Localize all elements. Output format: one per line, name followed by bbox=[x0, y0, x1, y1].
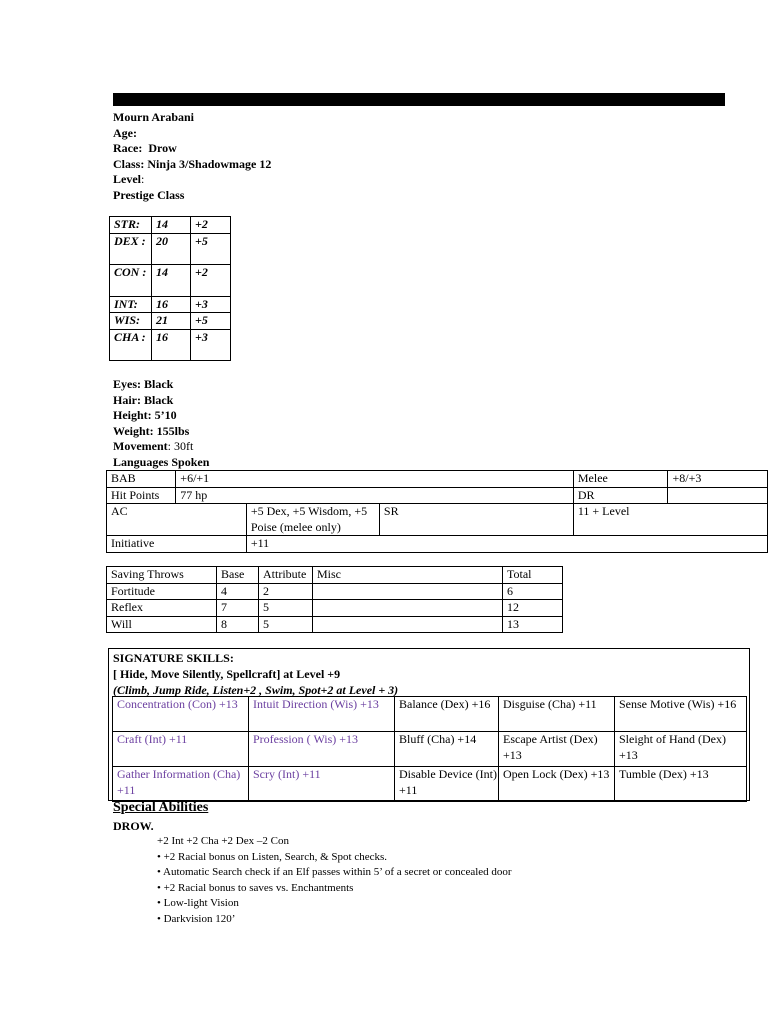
ability-score: 16 bbox=[152, 296, 191, 313]
special-abilities-heading: Special Abilities bbox=[113, 800, 209, 815]
ability-modifier: +3 bbox=[191, 329, 231, 360]
sr-value: 11 + Level bbox=[573, 504, 767, 536]
melee-label: Melee bbox=[573, 471, 668, 488]
list-item: • +2 Racial bonus to saves vs. Enchantments bbox=[157, 881, 354, 894]
column-header: Attribute bbox=[259, 567, 313, 584]
save-total: 13 bbox=[503, 616, 563, 633]
list-item: • Low-light Vision bbox=[157, 897, 239, 909]
ability-modifier: +2 bbox=[191, 264, 231, 296]
drow-heading: DROW. bbox=[113, 819, 154, 833]
ability-row bbox=[110, 313, 231, 330]
ac-label: AC bbox=[107, 504, 247, 536]
class-line: Class: Ninja 3/Shadowmage 12 bbox=[113, 157, 272, 171]
skills-row bbox=[113, 732, 747, 767]
weight-line: Weight: 155lbs bbox=[113, 423, 190, 438]
header-bar bbox=[113, 93, 725, 106]
skill-link[interactable]: Intuit Direction (Wis) +13 bbox=[249, 697, 395, 732]
ability-row bbox=[110, 233, 231, 264]
sr-label: SR bbox=[379, 504, 573, 536]
saves-header-row bbox=[107, 567, 563, 584]
initiative-label: Initiative bbox=[107, 536, 247, 553]
signature-skills-secondary: (Climb, Jump Ride, Listen+2 , Swim, Spot+2 at Level + 3) bbox=[113, 683, 399, 697]
ac-value: +5 Dex, +5 Wisdom, +5 Poise (melee only) bbox=[246, 504, 379, 536]
character-details bbox=[113, 377, 209, 470]
save-attribute: 5 bbox=[259, 600, 313, 617]
dr-value bbox=[668, 487, 768, 504]
ability-name: CON : bbox=[110, 264, 152, 296]
ability-name: INT: bbox=[110, 296, 152, 313]
skill-link[interactable]: Craft (Int) +11 bbox=[113, 732, 249, 767]
ability-name: STR: bbox=[110, 217, 152, 234]
ability-score: 14 bbox=[152, 217, 191, 234]
save-row bbox=[107, 616, 563, 633]
signature-skills-primary: [ Hide, Move Silently, Spellcraft] at Level +9 bbox=[113, 667, 341, 681]
skill-link[interactable]: Concentration (Con) +13 bbox=[113, 697, 249, 732]
ability-name: CHA : bbox=[110, 329, 152, 360]
ability-score: 16 bbox=[152, 329, 191, 360]
save-name: Reflex bbox=[107, 600, 217, 617]
column-header: Saving Throws bbox=[107, 567, 217, 584]
level-line: Level: bbox=[113, 172, 145, 186]
prestige-class-line: Prestige Class bbox=[113, 188, 185, 202]
signature-skills-box bbox=[108, 648, 750, 801]
ability-name: WIS: bbox=[110, 313, 152, 330]
drow-traits-list bbox=[157, 834, 512, 927]
save-attribute: 2 bbox=[259, 583, 313, 600]
save-base: 7 bbox=[217, 600, 259, 617]
save-row bbox=[107, 583, 563, 600]
save-name: Will bbox=[107, 616, 217, 633]
languages-line: Languages Spoken bbox=[113, 454, 210, 469]
ability-row bbox=[110, 264, 231, 296]
save-misc bbox=[313, 616, 503, 633]
skill-cell: Tumble (Dex) +13 bbox=[615, 767, 747, 802]
save-name: Fortitude bbox=[107, 583, 217, 600]
skill-cell: Sleight of Hand (Dex) +13 bbox=[615, 732, 747, 767]
column-header: Base bbox=[217, 567, 259, 584]
ability-modifier: +2 bbox=[191, 217, 231, 234]
save-attribute: 5 bbox=[259, 616, 313, 633]
ability-score: 14 bbox=[152, 264, 191, 296]
saving-throws-table bbox=[106, 566, 563, 633]
column-header: Misc bbox=[313, 567, 503, 584]
skill-cell: Sense Motive (Wis) +16 bbox=[615, 697, 747, 732]
skill-cell: Open Lock (Dex) +13 bbox=[499, 767, 615, 802]
ability-modifier: +5 bbox=[191, 233, 231, 264]
height-line: Height: 5’10 bbox=[113, 408, 177, 422]
skill-cell: Bluff (Cha) +14 bbox=[395, 732, 499, 767]
combat-row bbox=[107, 471, 768, 488]
eyes-line: Eyes: Black bbox=[113, 377, 174, 391]
age-line: Age: bbox=[113, 126, 137, 140]
ability-modifier: +3 bbox=[191, 296, 231, 313]
combat-row bbox=[107, 536, 768, 553]
hair-line: Hair: Black bbox=[113, 392, 174, 407]
skill-cell: Escape Artist (Dex) +13 bbox=[499, 732, 615, 767]
bab-label: BAB bbox=[107, 471, 176, 488]
skills-table bbox=[112, 696, 747, 802]
ability-score: 21 bbox=[152, 313, 191, 330]
skill-cell: Disable Device (Int) +11 bbox=[395, 767, 499, 802]
hit-points-value: 77 hp bbox=[176, 487, 574, 504]
ability-row bbox=[110, 329, 231, 360]
save-misc bbox=[313, 583, 503, 600]
initiative-value: +11 bbox=[246, 536, 767, 553]
bab-value: +6/+1 bbox=[176, 471, 574, 488]
character-name: Mourn Arabani bbox=[113, 110, 195, 124]
melee-value: +8/+3 bbox=[668, 471, 768, 488]
ability-scores-table bbox=[109, 216, 231, 361]
ability-score: 20 bbox=[152, 233, 191, 264]
combat-table bbox=[106, 470, 768, 553]
list-item: +2 Int +2 Cha +2 Dex –2 Con bbox=[157, 835, 289, 847]
skill-cell: Disguise (Cha) +11 bbox=[499, 697, 615, 732]
combat-row bbox=[107, 504, 768, 536]
signature-skills-title: SIGNATURE SKILLS: bbox=[113, 651, 234, 665]
ability-modifier: +5 bbox=[191, 313, 231, 330]
race-line: Race: Drow bbox=[113, 141, 177, 155]
ability-row bbox=[110, 296, 231, 313]
hit-points-label: Hit Points bbox=[107, 487, 176, 504]
column-header: Total bbox=[503, 567, 563, 584]
ability-row bbox=[110, 217, 231, 234]
signature-skills-header bbox=[113, 650, 398, 698]
skill-link[interactable]: Profession ( Wis) +13 bbox=[249, 732, 395, 767]
save-misc bbox=[313, 600, 503, 617]
skill-cell: Balance (Dex) +16 bbox=[395, 697, 499, 732]
save-base: 4 bbox=[217, 583, 259, 600]
list-item: • Darkvision 120’ bbox=[157, 912, 236, 925]
combat-row bbox=[107, 487, 768, 504]
skill-link[interactable]: Gather Information (Cha) +11 bbox=[113, 767, 249, 802]
skills-row bbox=[113, 767, 747, 802]
save-row bbox=[107, 600, 563, 617]
save-base: 8 bbox=[217, 616, 259, 633]
list-item: • Automatic Search check if an Elf passes within 5’ of a secret or concealed door bbox=[157, 866, 512, 878]
save-total: 12 bbox=[503, 600, 563, 617]
movement-line: Movement: 30ft bbox=[113, 439, 194, 453]
ability-name: DEX : bbox=[110, 233, 152, 264]
save-total: 6 bbox=[503, 583, 563, 600]
dr-label: DR bbox=[573, 487, 668, 504]
list-item: • +2 Racial bonus on Listen, Search, & Spot checks. bbox=[157, 850, 388, 863]
skills-row bbox=[113, 697, 747, 732]
skill-link[interactable]: Scry (Int) +11 bbox=[249, 767, 395, 802]
